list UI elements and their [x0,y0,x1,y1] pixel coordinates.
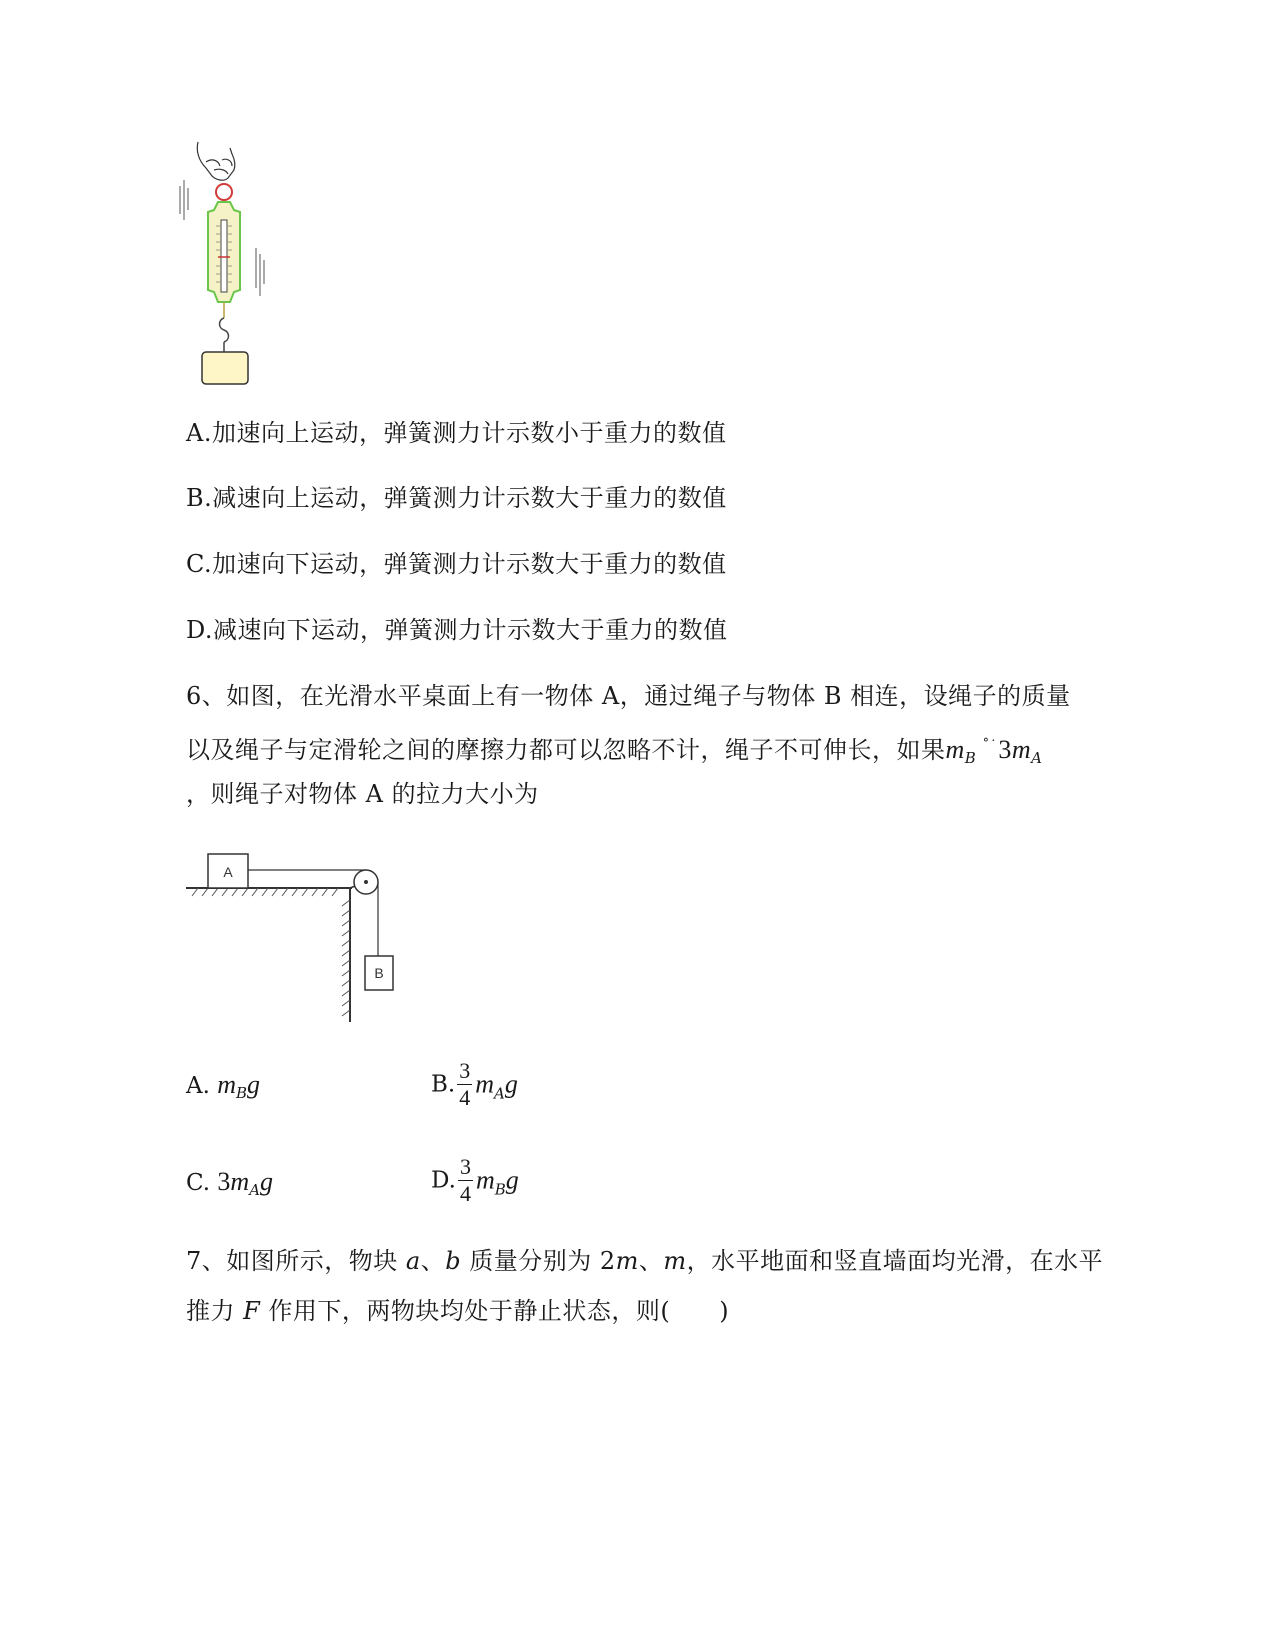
q6-option-a-m: m [217,1070,237,1099]
q6-option-d-denominator: 4 [459,1181,471,1206]
q5-option-c: C.加速向下运动，弹簧测力计示数大于重力的数值 [186,550,727,578]
q5-option-b: B.减速向上运动，弹簧测力计示数大于重力的数值 [186,484,727,512]
block-a-label: A [223,864,233,880]
q6-option-d-fraction [458,1156,473,1205]
block-b-label: B [374,965,384,981]
q6-option-d-g: g [505,1165,519,1195]
q6-option-d-sub: B [494,1180,506,1199]
q6-option-b-prefix: B. [431,1071,456,1098]
q7-text-7: 作用下，两物块均处于静止状态，则( ) [260,1297,730,1325]
pulley-figure [184,848,414,1028]
q6-option-b-denominator: 4 [459,1085,471,1110]
q6-option-c-m: m [230,1167,250,1196]
q7-text-3: 质量分别为 2 [461,1247,616,1275]
q6-option-c-sub: A [249,1181,261,1199]
q7-text-6: 推力 [186,1297,244,1325]
q6-coef-3: 3 [998,735,1012,764]
q6-option-c-g: g [260,1167,274,1196]
q6-option-d-numerator: 3 [459,1154,471,1179]
hook-icon [220,318,229,342]
ring-icon [216,184,232,200]
q7-var-b: b [445,1247,462,1275]
q7-line-2 [186,1295,729,1327]
q6-option-d [431,1156,519,1205]
q6-option-b-g: g [504,1069,518,1099]
weight-block [202,352,248,384]
scale-tube [221,220,227,292]
q7-line-1 [186,1245,1103,1277]
q7-text-5: ，水平地面和竖直墙面均光滑，在水平 [686,1247,1104,1275]
q6-option-a-g: g [247,1070,261,1099]
q6-option-b [431,1060,518,1109]
q7-var-m2: m [663,1247,687,1275]
hand-icon [197,142,235,180]
q7-var-a: a [405,1247,421,1275]
q6-mb-subscript: B [964,749,977,767]
q6-option-a-prefix: A. [186,1073,210,1099]
q7-text-2: 、 [420,1247,446,1275]
q6-option-d-prefix: D. [431,1167,456,1194]
q6-ma-subscript: A [1031,749,1043,767]
q7-var-f: F [243,1297,261,1325]
q7-text-1: 7、如图所示，物块 [186,1247,406,1275]
q6-mb-symbol: m [945,735,965,764]
q5-option-d: D.减速向下运动，弹簧测力计示数大于重力的数值 [186,616,728,644]
q6-option-b-numerator: 3 [459,1058,471,1083]
spring-scale-figure [176,140,276,390]
q6-line-1: 6、如图，在光滑水平桌面上有一物体 A，通过绳子与物体 B 相连，设绳子的质量 [186,682,1071,710]
q6-line-3: ，则绳子对物体 A 的拉力大小为 [186,780,539,808]
q6-option-a-sub: B [236,1084,248,1102]
q6-option-b-m: m [475,1069,494,1099]
q6-line-2-text: 以及绳子与定滑轮之间的摩擦力都可以忽略不计，绳子不可伸长，如果 [186,736,946,764]
q6-option-a [186,1070,260,1108]
q6-option-c-prefix: C. [186,1170,211,1196]
q6-option-c-coef: 3 [217,1167,231,1196]
q7-var-m1: m [615,1247,639,1275]
q6-option-d-m: m [475,1165,495,1195]
q5-option-a: A.加速向上运动，弹簧测力计示数小于重力的数值 [186,419,727,447]
q6-ma-symbol: m [1011,735,1032,764]
q6-option-b-sub: A [494,1084,505,1103]
q6-relation-glyph: ˚˙ [982,738,998,754]
q6-line-2 [186,730,1042,774]
q6-option-c [186,1167,273,1205]
q6-option-b-fraction [457,1060,472,1109]
q7-text-4: 、 [638,1247,664,1275]
